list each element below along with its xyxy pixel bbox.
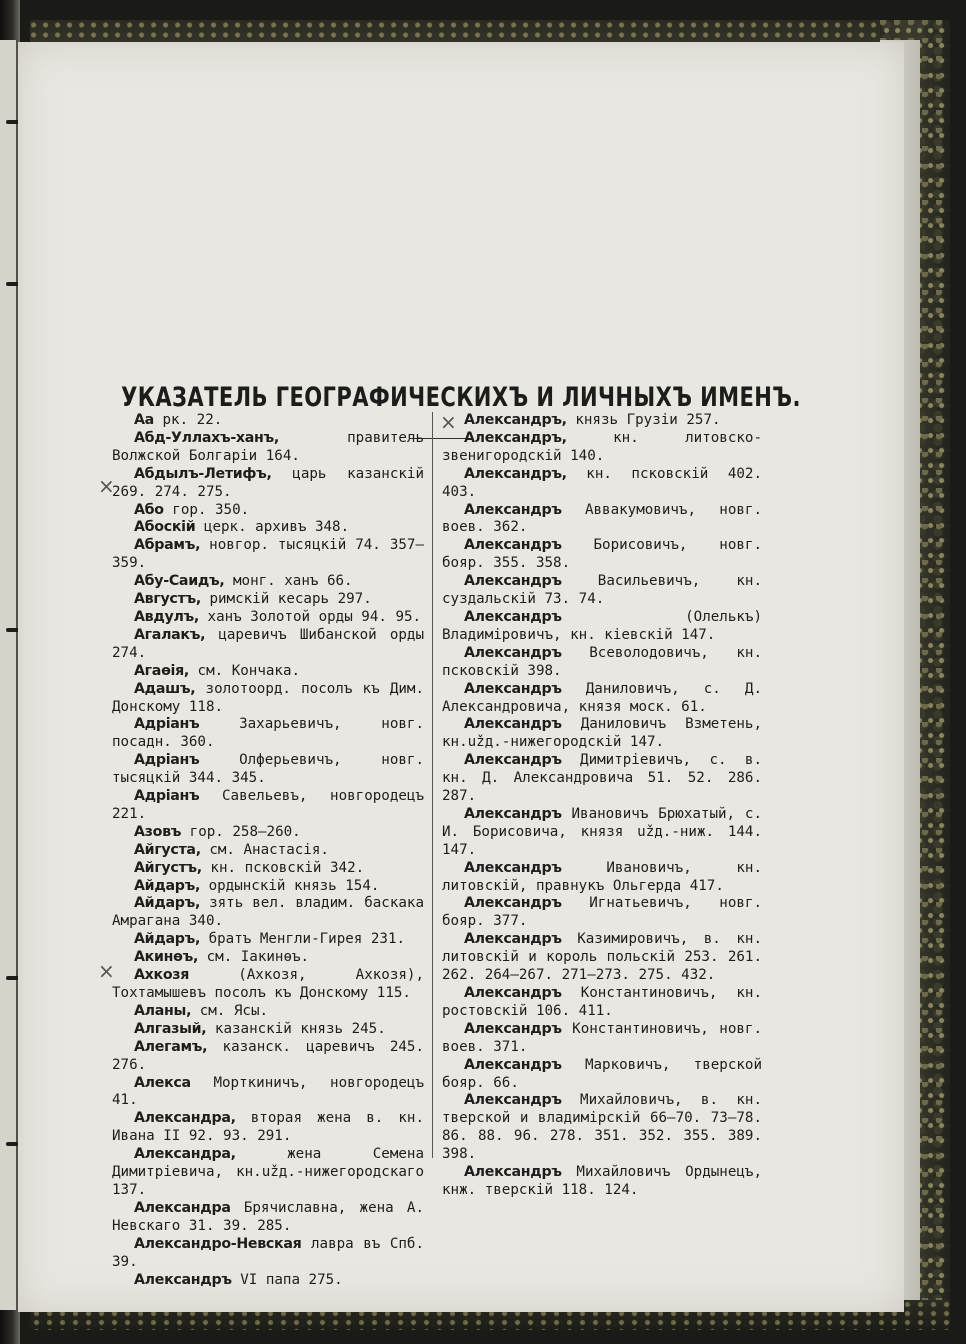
entry-heading: Александръ, [464, 465, 567, 482]
index-entry [112, 949, 424, 967]
entry-heading: Александръ [464, 1020, 562, 1037]
index-entry [442, 1092, 762, 1164]
index-entry [442, 573, 762, 609]
index-entry [112, 681, 424, 717]
index-entry [442, 537, 762, 573]
entry-heading: Айдаръ, [134, 877, 201, 894]
entry-text: правитель Волжской Болгаріи 164. [112, 429, 424, 464]
entry-heading: Абу-Саидъ, [134, 573, 225, 590]
index-entry [112, 609, 424, 627]
entry-text: рк. 22. [153, 412, 223, 428]
index-entry [442, 806, 762, 860]
entry-heading: Агалакъ, [134, 626, 206, 643]
entry-heading: Адріанъ [134, 788, 200, 805]
entry-heading: Александръ [464, 985, 562, 1001]
entry-heading: Абрамъ, [134, 537, 201, 554]
index-entry [112, 663, 424, 681]
entry-text: Олферьевичъ, новг. тысяцкій 344. 345. [112, 752, 424, 787]
index-entry [112, 1110, 424, 1146]
entry-text: Ивановичъ Брюхатый, с. И. Борисовича, князя užд.-ниж. 144. 147. [442, 805, 762, 858]
index-entry [112, 967, 424, 1003]
index-entry [112, 788, 424, 824]
index-entry [442, 1164, 762, 1200]
index-entry [442, 716, 762, 752]
entry-text: ордынскій князь 154. [200, 877, 380, 894]
index-entry [442, 645, 762, 681]
entry-heading: Александръ [464, 1092, 562, 1109]
index-entry [112, 573, 424, 591]
entry-heading: Александро-Невская [134, 1235, 302, 1252]
index-entry [112, 1236, 424, 1272]
entry-text: Морткиничъ, новгородецъ 41. [112, 1074, 424, 1109]
entry-heading: Алегамъ, [134, 1038, 208, 1055]
index-entry [112, 1075, 424, 1111]
entry-text: Димитріевичъ, с. в. кн. Д. Александровича 51. 52. 286. 287. [442, 752, 762, 805]
entry-text: Казимировичъ, в. кн. литовскій и король польскій 253. 261. 262. 264—267. 271—273. 275. 432. [442, 931, 762, 984]
entry-heading: Азовъ [134, 823, 182, 840]
index-entry [442, 466, 762, 502]
index-entry [112, 537, 424, 573]
entry-heading: Александра [134, 1199, 231, 1216]
entry-text: золотоорд. посолъ къ Дим. Донскому 118. [112, 680, 424, 715]
entry-heading: Александръ [464, 644, 562, 661]
entry-heading: Александръ [134, 1271, 232, 1288]
index-entry [442, 430, 762, 466]
entry-heading: Ахкозя [134, 967, 190, 984]
index-entry [442, 985, 762, 1021]
entry-text: церк. архивъ 348. [195, 519, 350, 536]
index-entry [442, 931, 762, 985]
entry-text: гор. 258—260. [181, 823, 301, 840]
entry-heading: Або [134, 501, 164, 518]
entry-text: Константиновичъ, кн. ростовскій 106. 411. [442, 985, 762, 1019]
index-entry [112, 466, 424, 502]
entry-text: Ивановичъ, кн. литовскій, правнукъ Ольгерда 417. [442, 859, 762, 894]
index-entry [112, 878, 424, 896]
index-entry [442, 609, 762, 645]
index-entry [442, 681, 762, 717]
entry-heading: Александръ [464, 680, 562, 697]
entry-heading: Акинѳъ, [134, 949, 199, 966]
entry-text: князь Грузіи 257. [566, 412, 721, 428]
index-entry [112, 627, 424, 663]
entry-heading: Адріанъ [134, 752, 200, 769]
entry-text: (Ахкозя, Ахкозя), Тохтамышевъ посолъ къ Донскому 115. [112, 967, 424, 1001]
entry-text: кн. псковскій 402. 403. [442, 465, 762, 500]
entry-text: Аввакумовичъ, новг. воев. 362. [442, 501, 762, 536]
entry-heading: Агаѳія, [134, 662, 189, 679]
entry-text: VI папа 275. [231, 1271, 343, 1288]
entry-heading: Александра, [134, 1110, 236, 1127]
index-entry [442, 412, 762, 430]
entry-heading: Айгустъ, [134, 859, 202, 876]
entry-heading: Абд-Уллахъ-ханъ, [134, 429, 280, 446]
facing-page-edge [0, 40, 16, 1310]
entry-heading: Абдылъ-Летифъ, [134, 465, 272, 482]
entry-heading: Александръ [464, 805, 562, 822]
entry-text: см. Ясы. [191, 1002, 269, 1019]
entry-text: римскій кесарь 297. [200, 591, 372, 608]
entry-text: казанск. царевичъ 245. 276. [112, 1038, 424, 1073]
entry-text: кн. псковскій 342. [201, 859, 365, 876]
index-entry [442, 860, 762, 896]
entry-heading: Александръ [464, 895, 562, 912]
entry-text: царь казанскій 269. 274. 275. [112, 465, 424, 500]
entry-heading: Александръ [464, 931, 562, 948]
entry-heading: Аланы, [134, 1002, 192, 1019]
page-title: УКАЗАТЕЛЬ ГЕОГРАФИЧЕСКИХЪ И ЛИЧНЫХЪ ИМЕНЪ. [121, 382, 801, 413]
index-entry [112, 824, 424, 842]
entry-heading: Александръ [464, 573, 562, 590]
index-entry [112, 519, 424, 537]
entry-text: Марковичъ, тверской бояр. 66. [442, 1056, 762, 1091]
entry-text: Васильевичъ, кн. суздальскій 73. 74. [442, 573, 762, 608]
entry-heading: Алекса [134, 1074, 191, 1091]
index-entry [112, 430, 424, 466]
entry-heading: Александръ [464, 501, 562, 518]
entry-text: Даниловичъ Взметень, кн.užд.-нижегородскій 147. [442, 716, 762, 751]
entry-text: Савельевъ, новгородецъ 221. [112, 788, 424, 822]
entry-text: жена Семена Димитріевича, кн.užд.-нижегородскаго 137. [112, 1146, 424, 1198]
index-entry [112, 502, 424, 520]
pencil-cross-mark: × [98, 959, 115, 983]
index-column-right [442, 412, 762, 1200]
entry-text: Игнатьевичъ, новг. бояр. 377. [442, 895, 762, 930]
entry-text: ханъ Золотой орды 94. 95. [199, 608, 422, 625]
entry-text: см. Анастасія. [200, 841, 329, 858]
entry-heading: Айгуста, [134, 841, 201, 858]
index-entry [112, 1272, 424, 1290]
entry-text: вторая жена в. кн. Ивана II 92. 93. 291. [112, 1110, 424, 1145]
entry-heading: Александра, [134, 1146, 236, 1163]
entry-text: братъ Менгли-Гирея 231. [200, 931, 406, 948]
entry-text: монг. ханъ 66. [224, 573, 353, 590]
entry-text: зять вел. владим. баскака Амрагана 340. [112, 895, 424, 930]
entry-heading: Аа [134, 412, 154, 428]
index-entry [442, 502, 762, 538]
entry-heading: Александръ [464, 752, 562, 769]
entry-text: Захарьевичъ, новг. посадн. 360. [112, 716, 424, 751]
entry-text: гор. 350. [163, 501, 250, 518]
entry-heading: Августъ, [134, 591, 201, 608]
index-entry [112, 1021, 424, 1039]
index-entry [112, 860, 424, 878]
index-entry [442, 1057, 762, 1093]
index-entry [442, 1021, 762, 1057]
entry-text: Михайловичъ, в. кн. тверской и владимірскій 66—70. 73—78. 86. 88. 96. 278. 351. 352. 355. 389. 398. [442, 1092, 762, 1163]
index-entry [112, 931, 424, 949]
entry-heading: Александръ [464, 1164, 562, 1181]
index-entry [442, 752, 762, 806]
entry-text: кн. литовско-звенигородскій 140. [442, 429, 762, 464]
entry-text: лавра въ Спб. 39. [112, 1235, 424, 1270]
entry-text: Константиновичъ, новг. воев. 371. [442, 1020, 762, 1055]
index-entry [112, 412, 424, 430]
entry-text: Брячиславна, жена А. Невскаго 31. 39. 285. [112, 1199, 424, 1234]
entry-text: см. Іакинѳъ. [198, 949, 310, 966]
entry-heading: Александръ [464, 1056, 562, 1073]
entry-heading: Алгазый, [134, 1020, 207, 1037]
index-entry [112, 1200, 424, 1236]
entry-text: новгор. тысяцкій 74. 357—359. [112, 537, 424, 572]
index-entry [112, 591, 424, 609]
entry-heading: Александръ [464, 716, 562, 733]
entry-heading: Александръ [464, 608, 562, 625]
entry-text: Даниловичъ, с. Д. Александровича, князя моск. 61. [442, 680, 762, 715]
column-divider [432, 412, 433, 1158]
entry-heading: Айдаръ, [134, 931, 201, 948]
index-entry [112, 1003, 424, 1021]
index-entry [112, 752, 424, 788]
entry-text: см. Кончака. [188, 662, 301, 679]
entry-text: (Олелькъ) Владиміровичъ, кн. кіевскій 147. [442, 608, 762, 643]
entry-heading: Александръ, [464, 412, 567, 428]
index-entry [442, 895, 762, 931]
index-entry [112, 716, 424, 752]
entry-heading: Александръ [464, 859, 562, 876]
index-column-left [112, 412, 424, 1289]
entry-text: Михайловичъ Ордынецъ, кнж. тверскій 118. 124. [442, 1164, 762, 1198]
entry-heading: Адріанъ [134, 716, 200, 733]
entry-heading: Александръ, [464, 429, 567, 446]
entry-text: царевичъ Шибанской орды 274. [112, 626, 424, 661]
index-entry [112, 1039, 424, 1075]
entry-text: Борисовичъ, новг. бояр. 355. 358. [442, 537, 762, 572]
index-entry [112, 842, 424, 860]
index-entry [112, 895, 424, 931]
entry-heading: Александръ [464, 537, 562, 554]
entry-heading: Авдулъ, [134, 608, 200, 625]
pencil-cross-mark: × [440, 410, 457, 434]
entry-text: казанскій князь 245. [206, 1020, 386, 1037]
entry-heading: Абоскій [134, 519, 196, 536]
entry-heading: Айдаръ, [134, 895, 201, 912]
entry-text: Всеволодовичъ, кн. псковскій 398. [442, 644, 762, 679]
entry-heading: Адашъ, [134, 680, 196, 697]
index-entry [112, 1146, 424, 1200]
pencil-cross-mark: × [98, 474, 115, 498]
